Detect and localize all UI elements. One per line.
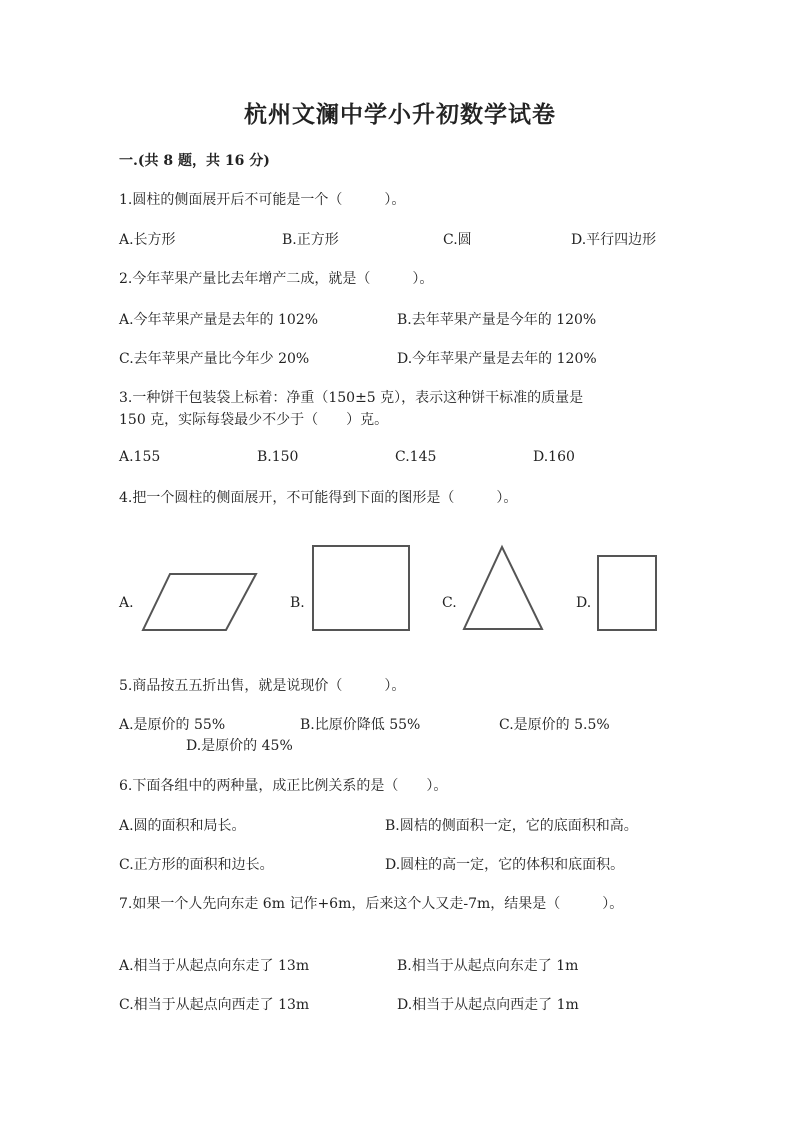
triangle-figure bbox=[460, 543, 546, 633]
question-7-option-b[interactable]: B.相当于从起点向东走了 1m bbox=[397, 958, 579, 974]
question-3-option-c[interactable]: C.145 bbox=[395, 449, 437, 465]
question-6-option-b[interactable]: B.圆桔的侧面积一定，它的底面积和高。 bbox=[385, 818, 638, 834]
question-2-option-a[interactable]: A.今年苹果产量是去年的 102% bbox=[119, 312, 319, 328]
question-1-option-d[interactable]: D.平行四边形 bbox=[571, 232, 657, 248]
question-4-stem: 4.把一个圆柱的侧面展开，不可能得到下面的图形是（ ）。 bbox=[119, 490, 518, 506]
question-7-option-a[interactable]: A.相当于从起点向东走了 13m bbox=[119, 958, 310, 974]
question-3-stem-line1: 3.一种饼干包装袋上标着：净重（150±5 克），表示这种饼干标准的质量是 bbox=[119, 390, 584, 406]
question-3-stem-line2: 150 克，实际每袋最少不少于（ ）克。 bbox=[119, 412, 389, 428]
question-1-option-c[interactable]: C.圆 bbox=[443, 232, 472, 248]
question-1-stem: 1.圆柱的侧面展开后不可能是一个（ ）。 bbox=[119, 192, 406, 208]
square-figure bbox=[310, 543, 412, 633]
question-3-option-a[interactable]: A.155 bbox=[119, 449, 161, 465]
question-7-option-c[interactable]: C.相当于从起点向西走了 13m bbox=[119, 997, 310, 1013]
question-6-option-d[interactable]: D.圆柱的高一定，它的体积和底面积。 bbox=[385, 857, 625, 873]
question-4-option-b[interactable]: B. bbox=[290, 595, 305, 611]
question-4-option-d[interactable]: D. bbox=[576, 595, 592, 611]
question-3-option-d[interactable]: D.160 bbox=[533, 449, 575, 465]
question-2-option-d[interactable]: D.今年苹果产量是去年的 120% bbox=[397, 351, 597, 367]
question-5-option-b[interactable]: B.比原价降低 55% bbox=[300, 717, 421, 733]
question-4-option-c[interactable]: C. bbox=[442, 595, 457, 611]
question-7-stem: 7.如果一个人先向东走 6m 记作+6m，后来这个人又走-7m，结果是（ ）。 bbox=[119, 896, 624, 912]
question-5-option-a[interactable]: A.是原价的 55% bbox=[119, 717, 226, 733]
section-heading: 一.(共 8 题，共 16 分) bbox=[119, 153, 270, 169]
question-5-option-d[interactable]: D.是原价的 45% bbox=[186, 738, 293, 754]
question-4-option-a[interactable]: A. bbox=[119, 595, 134, 611]
question-2-option-b[interactable]: B.去年苹果产量是今年的 120% bbox=[397, 312, 597, 328]
question-6-option-c[interactable]: C.正方形的面积和边长。 bbox=[119, 857, 274, 873]
question-1-option-b[interactable]: B.正方形 bbox=[282, 232, 339, 248]
question-5-stem: 5.商品按五五折出售，就是说现价（ ）。 bbox=[119, 678, 406, 694]
page-title: 杭州文澜中学小升初数学试卷 bbox=[244, 101, 556, 128]
parallelogram-figure bbox=[140, 570, 260, 634]
question-6-stem: 6.下面各组中的两种量，成正比例关系的是（ ）。 bbox=[119, 778, 448, 794]
question-5-option-c[interactable]: C.是原价的 5.5% bbox=[499, 717, 610, 733]
question-7-option-d[interactable]: D.相当于从起点向西走了 1m bbox=[397, 997, 579, 1013]
question-2-stem: 2.今年苹果产量比去年增产二成，就是（ ）。 bbox=[119, 271, 434, 287]
question-2-option-c[interactable]: C.去年苹果产量比今年少 20% bbox=[119, 351, 310, 367]
question-6-option-a[interactable]: A.圆的面积和局长。 bbox=[119, 818, 246, 834]
rectangle-figure bbox=[595, 553, 659, 633]
question-3-option-b[interactable]: B.150 bbox=[257, 449, 299, 465]
question-1-option-a[interactable]: A.长方形 bbox=[119, 232, 176, 248]
